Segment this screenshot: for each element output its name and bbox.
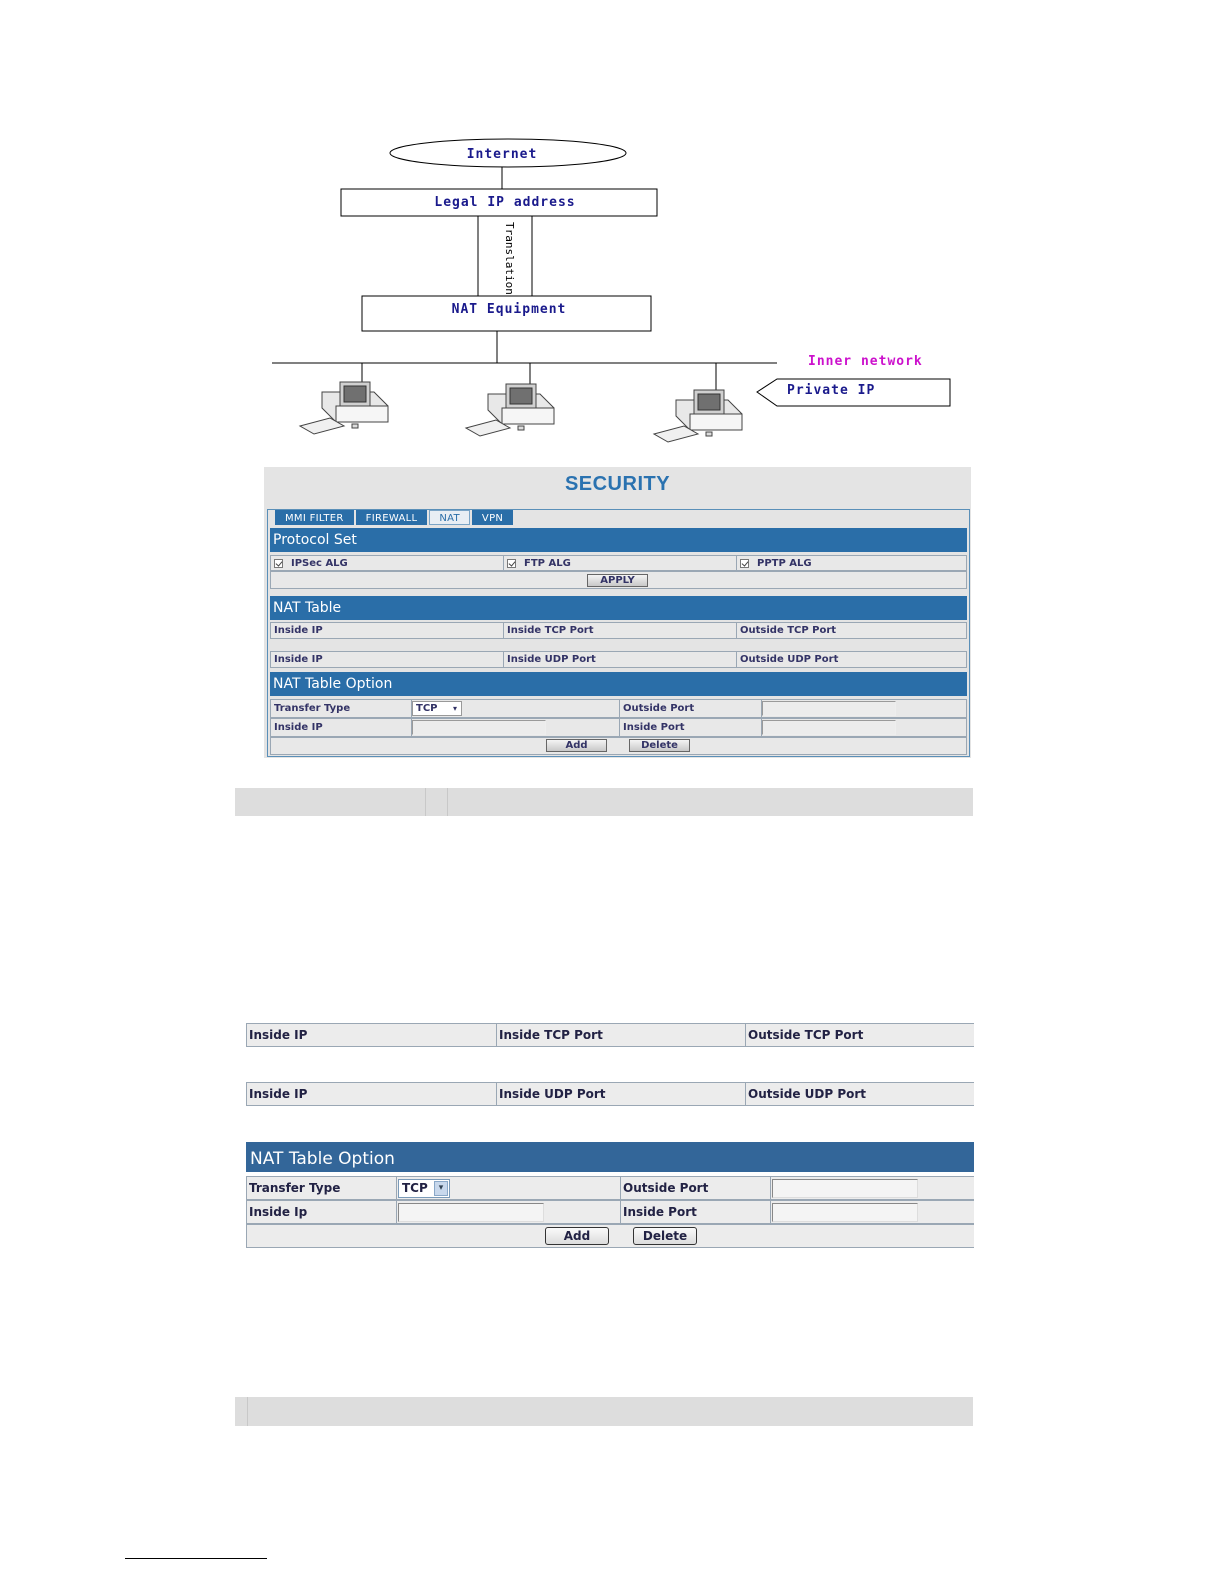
ftp-alg-checkbox[interactable] xyxy=(507,559,516,568)
tcp-header-row xyxy=(270,622,967,639)
private-ip-label: Private IP xyxy=(787,383,876,398)
table-header-bar xyxy=(235,788,973,816)
ipsec-alg-label: IPSec ALG xyxy=(291,557,348,569)
protocol-set-row xyxy=(270,555,967,571)
tab-firewall[interactable]: FIREWALL xyxy=(356,510,428,525)
big-inside-port-label: Inside Port xyxy=(621,1201,771,1223)
transfer-type-label: Transfer Type xyxy=(271,700,412,717)
pptp-alg-cell xyxy=(737,556,966,570)
tab-bar xyxy=(275,510,515,525)
apply-button[interactable]: APPLY xyxy=(587,574,648,587)
bar-divider xyxy=(447,788,448,816)
nat-table-heading xyxy=(270,596,967,620)
ftp-alg-cell xyxy=(504,556,737,570)
computer-icon xyxy=(466,384,554,436)
udp-inside-port-header: Inside UDP Port xyxy=(504,652,737,667)
big-tcp-header-row xyxy=(246,1023,974,1047)
pptp-alg-checkbox[interactable] xyxy=(740,559,749,568)
big-udp-outside-port-header: Outside UDP Port xyxy=(748,1087,867,1101)
outside-port-label: Outside Port xyxy=(620,700,762,717)
big-udp-header-row xyxy=(246,1082,974,1106)
big-outside-port-label: Outside Port xyxy=(621,1177,771,1199)
big-tcp-inside-port-header: Inside TCP Port xyxy=(497,1024,746,1046)
tab-strip xyxy=(267,509,970,757)
big-nat-option-label: NAT Table Option xyxy=(250,1149,395,1169)
nat-network-diagram xyxy=(0,0,1224,460)
bar-divider xyxy=(247,1397,248,1426)
table-footer-bar xyxy=(235,1397,973,1426)
tab-nat[interactable]: NAT xyxy=(429,510,470,525)
tcp-inside-ip-header: Inside IP xyxy=(271,623,504,638)
big-delete-button[interactable]: Delete xyxy=(633,1227,697,1245)
udp-inside-ip-header: Inside IP xyxy=(271,652,504,667)
inner-network-label: Inner network xyxy=(808,354,923,369)
add-button[interactable]: Add xyxy=(546,739,607,752)
big-transfer-type-value: TCP xyxy=(402,1181,428,1195)
chevron-down-icon: ▾ xyxy=(434,1181,448,1196)
big-transfer-type-label: Transfer Type xyxy=(247,1177,397,1199)
nat-table-label: NAT Table xyxy=(273,600,342,616)
big-tcp-inside-ip-header: Inside IP xyxy=(247,1024,497,1046)
nat-option-heading xyxy=(270,672,967,696)
tcp-inside-port-header: Inside TCP Port xyxy=(504,623,737,638)
ipsec-alg-cell xyxy=(271,556,504,570)
big-outside-port-input[interactable] xyxy=(772,1179,918,1198)
big-udp-inside-ip-header: Inside IP xyxy=(247,1083,497,1105)
option-button-row xyxy=(270,737,967,755)
big-transfer-type-select[interactable] xyxy=(398,1179,450,1198)
udp-outside-port-header: Outside UDP Port xyxy=(740,654,839,665)
tab-mmi-filter[interactable]: MMI FILTER xyxy=(275,510,354,525)
internet-label: Internet xyxy=(466,147,538,162)
big-inside-port-input[interactable] xyxy=(772,1203,918,1222)
big-button-row xyxy=(246,1224,974,1248)
legal-ip-label: Legal IP address xyxy=(434,195,576,210)
big-add-button[interactable]: Add xyxy=(545,1227,609,1245)
udp-header-row xyxy=(270,651,967,668)
big-nat-option-heading xyxy=(246,1142,974,1172)
big-inside-ip-input[interactable] xyxy=(398,1203,544,1222)
inside-ip-input[interactable] xyxy=(412,720,546,735)
delete-button[interactable]: Delete xyxy=(629,739,690,752)
inside-ip-label: Inside IP xyxy=(271,719,412,736)
ipsec-alg-checkbox[interactable] xyxy=(274,559,283,568)
page-title: SECURITY xyxy=(564,473,671,495)
translation-label: Translation xyxy=(503,222,516,295)
computer-icon xyxy=(300,382,388,434)
tab-vpn[interactable]: VPN xyxy=(472,510,513,525)
computer-icon xyxy=(654,390,742,442)
protocol-set-heading xyxy=(270,528,967,552)
nat-equipment-label: NAT Equipment xyxy=(451,302,567,317)
transfer-type-select[interactable] xyxy=(412,701,462,716)
security-panel xyxy=(264,467,971,758)
pptp-alg-label: PPTP ALG xyxy=(757,557,812,569)
outside-port-input[interactable] xyxy=(762,701,896,716)
inside-port-label: Inside Port xyxy=(620,719,762,736)
footnote-rule xyxy=(125,1558,267,1559)
big-udp-inside-port-header: Inside UDP Port xyxy=(497,1083,746,1105)
transfer-type-value: TCP xyxy=(416,703,438,714)
ftp-alg-label: FTP ALG xyxy=(524,557,571,569)
nat-option-label: NAT Table Option xyxy=(273,676,393,692)
protocol-set-label: Protocol Set xyxy=(273,532,357,548)
big-tcp-outside-port-header: Outside TCP Port xyxy=(748,1028,864,1042)
big-inside-ip-label: Inside Ip xyxy=(247,1201,397,1223)
inside-port-input[interactable] xyxy=(762,720,896,735)
chevron-down-icon: ▾ xyxy=(452,704,457,713)
bar-divider xyxy=(425,788,426,816)
tcp-outside-port-header: Outside TCP Port xyxy=(740,625,837,636)
